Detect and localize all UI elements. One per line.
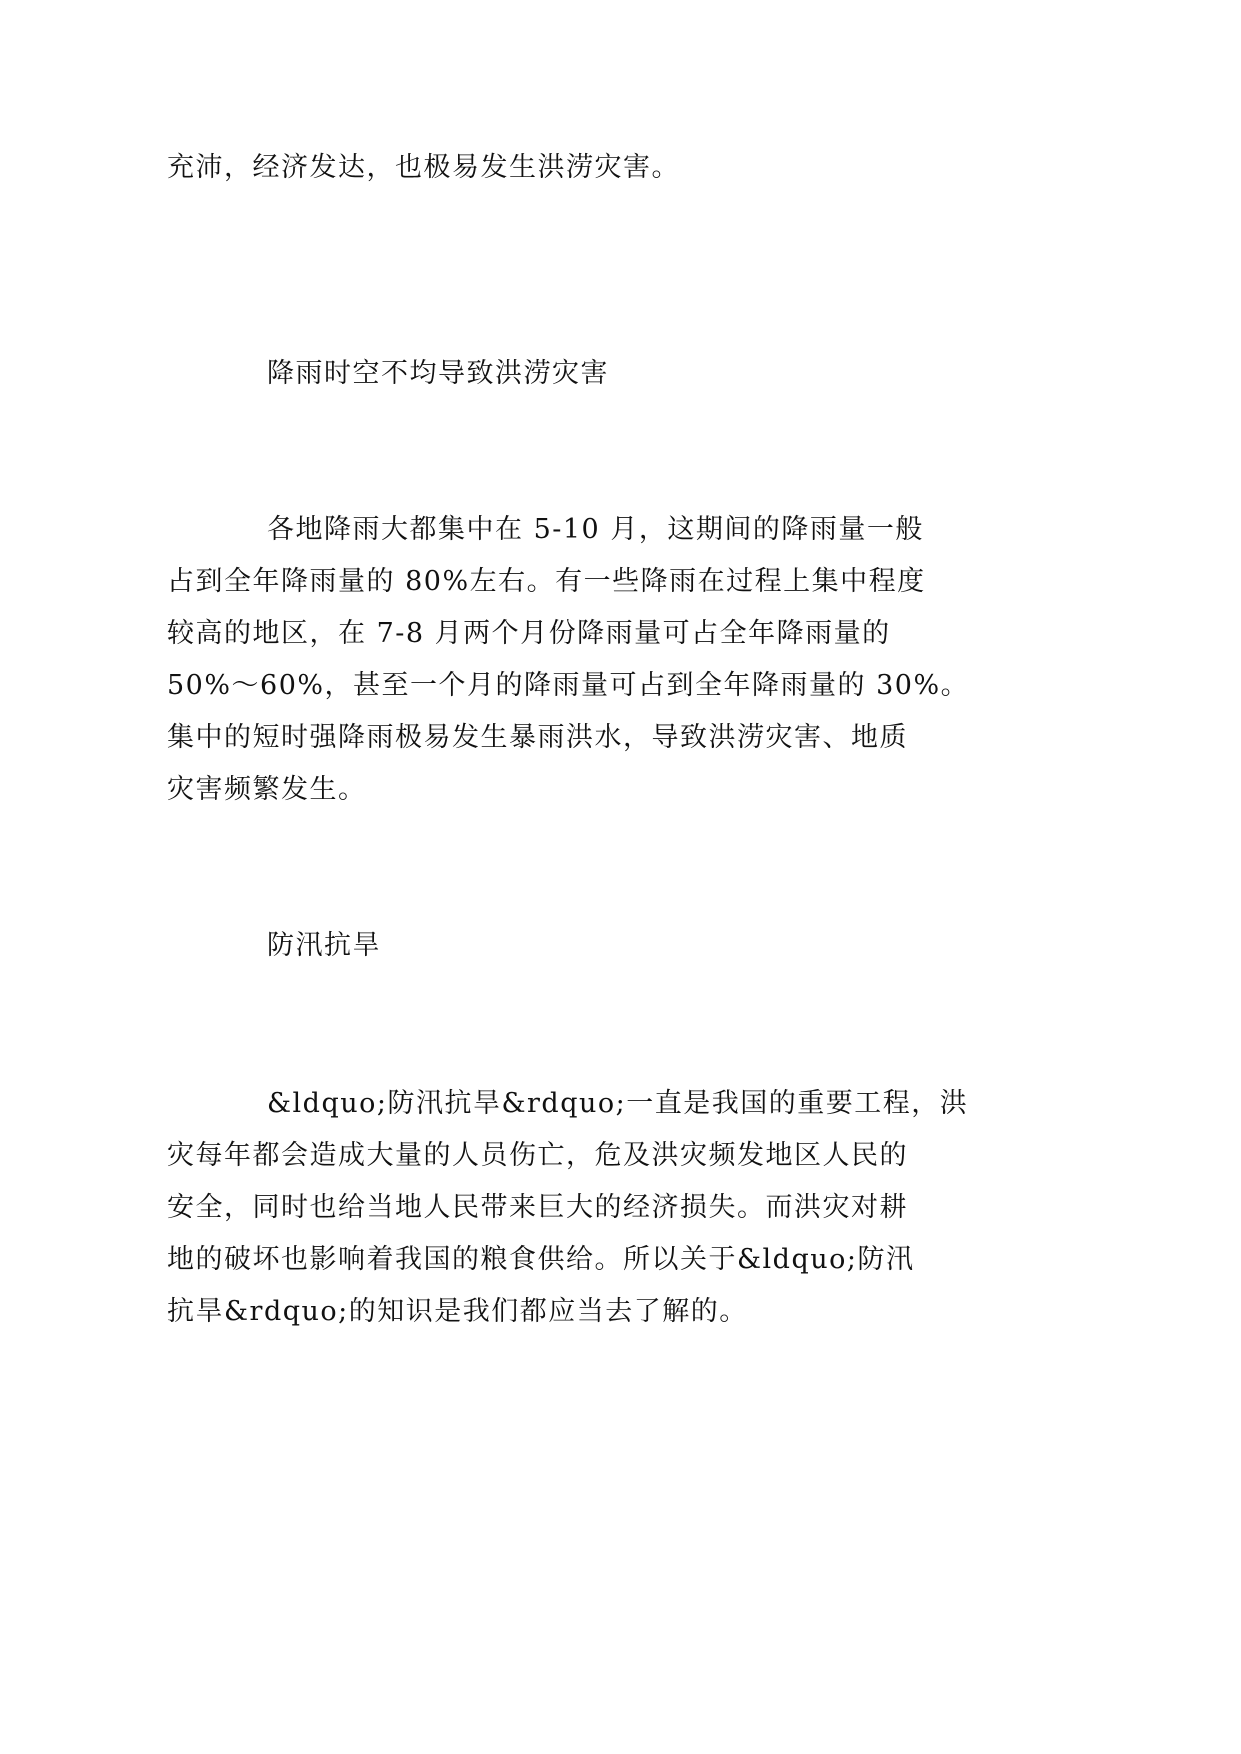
paragraph-line: 较高的地区，在 7-8 月两个月份降雨量可占全年降雨量的: [167, 618, 891, 649]
paragraph-line: 占到全年降雨量的 80%左右。有一些降雨在过程上集中程度: [167, 566, 926, 597]
paragraph-line: 充沛，经济发达，也极易发生洪涝灾害。: [167, 152, 680, 183]
section-heading: 降雨时空不均导致洪涝灾害: [267, 358, 609, 389]
paragraph-line: 安全，同时也给当地人民带来巨大的经济损失。而洪灾对耕: [167, 1192, 908, 1223]
paragraph-line: 各地降雨大都集中在 5-10 月，这期间的降雨量一般: [267, 514, 924, 545]
paragraph-line: 灾每年都会造成大量的人员伤亡，危及洪灾频发地区人民的: [167, 1140, 908, 1171]
paragraph-line: 灾害频繁发生。: [167, 774, 367, 805]
paragraph-line: 集中的短时强降雨极易发生暴雨洪水，导致洪涝灾害、地质: [167, 722, 908, 753]
paragraph-line: &ldquo;防汛抗旱&rdquo;一直是我国的重要工程，洪: [267, 1088, 969, 1119]
paragraph-line: 抗旱&rdquo;的知识是我们都应当去了解的。: [167, 1296, 748, 1327]
paragraph-line: 50%～60%，甚至一个月的降雨量可占到全年降雨量的 30%。: [167, 670, 970, 701]
section-heading: 防汛抗旱: [267, 930, 381, 961]
paragraph-line: 地的破坏也影响着我国的粮食供给。所以关于&ldquo;防汛: [167, 1244, 915, 1275]
